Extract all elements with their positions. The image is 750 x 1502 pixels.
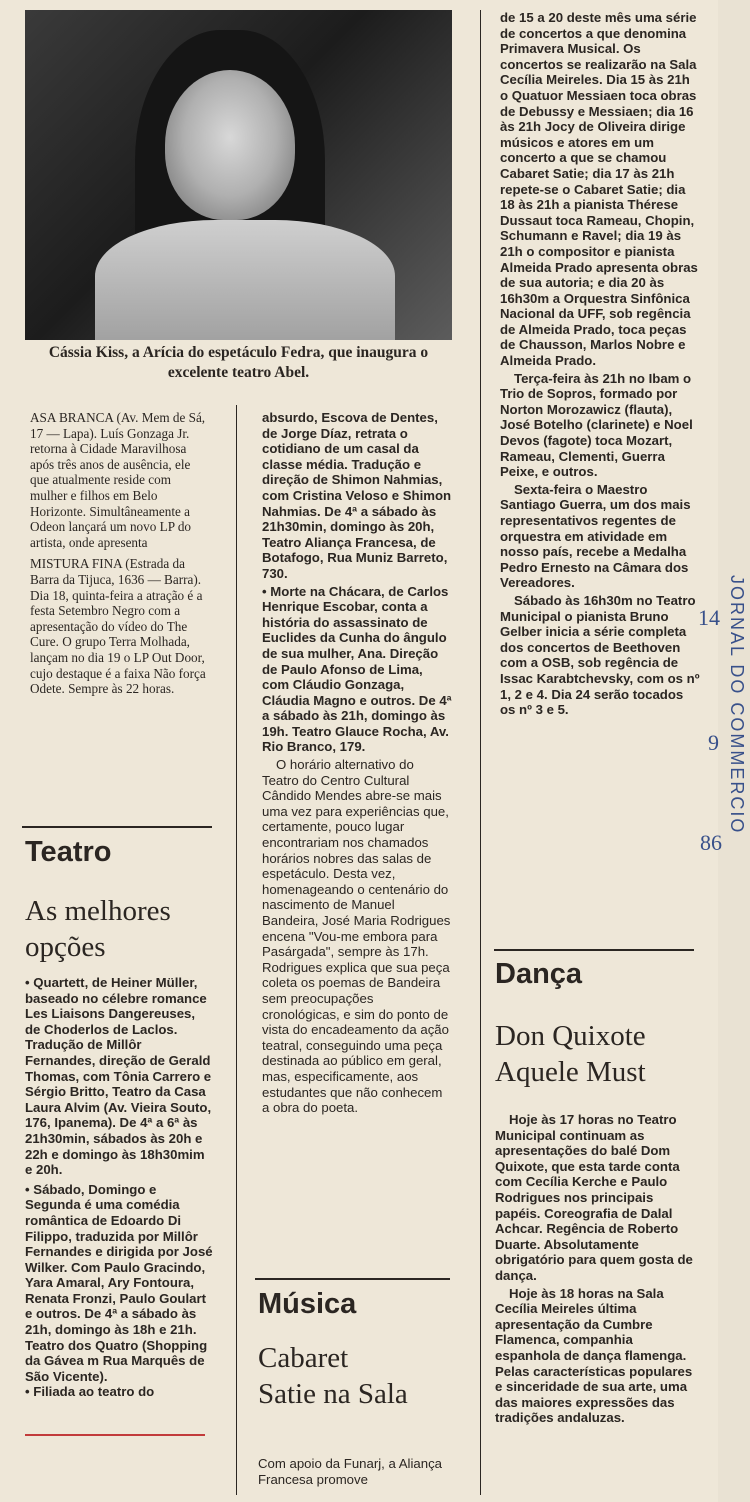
section-danca: Dança — [495, 958, 583, 990]
paragraph-gelber: Sábado às 16h30m no Teatro Municipal o pianista Bruno Gelber inicia a série completa dos concertos de Beethoven com a OSB, sob regência de Issac Karabtchevsky, com os nº 1, 2 e 4. Dia 24 serão tocados os nº 3 e 5. — [500, 592, 700, 718]
paragraph-funarj: Com apoio da Funarj, a Aliança Francesa promove — [258, 1456, 442, 1487]
paragraph-asa-branca: ASA BRANCA (Av. Mem de Sá, 17 — Lapa). Luís Gonzaga Jr. retorna à Cidade Maravilhosa após três anos de ausência, ele que atualmente reside com mulher e filhos em Belo Horizonte. Simultâneamente a Odeon lançará um novo LP do artista, onde apresenta — [30, 410, 206, 550]
section-teatro: Teatro — [25, 836, 112, 868]
headline-teatro: As melhores opções — [25, 895, 171, 963]
paragraph-sabado-domingo: • Sábado, Domingo e Segunda é uma comédia romântica de Edoardo Di Filippo, traduzida por Millôr Fernandes e dirigida por José Wilker. Com Paulo Gracindo, Yara Amaral, Ary Fontoura, Renata Fronzi, Paulo Goulart e outros. De 4ª a sábado às 21h, domingo às 18h e 21h. Teatro dos Quatro (Shopping da Gávea m Rua Marquês de São Vicente). — [25, 1181, 213, 1384]
paragraph-ibam: Terça-feira às 21h no Ibam o Trio de Sopros, formado por Norton Morozawicz (flauta), José Botelho (clarinete) e Noel Devos (fagote) toca Mozart, Rameau, Clementi, Guerra Peixe, e outros. — [500, 370, 693, 480]
paragraph-mistura-fina: MISTURA FINA (Estrada da Barra da Tijuca, 1636 — Barra). Dia 18, quinta-feira a atração é a festa Setembro Negro com a apresentação do vídeo do The Cure. O grupo Terra Molhada, lançam no dia 19 o LP Out Door, cujo destaque é a faixa Não força Odete. Sempre às 22 horas. — [30, 556, 206, 697]
column-2-top — [262, 410, 452, 1116]
column-3-bottom — [495, 1112, 700, 1426]
headline-musica: Cabaret Satie na Sala — [258, 1342, 408, 1410]
paragraph-primavera: de 15 a 20 deste mês uma série de concertos a que denomina Primavera Musical. Os concertos se realizarão na Sala Cecília Meireles. Dia 15 às 21h o Quatuor Messiaen toca obras de Debussy e Messiaen; dia 16 às 21h Jocy de Oliveira dirige músicos e atores em um concerto a que se chamou Cabaret Satie; dia 17 às 21h repete-se o Cabaret Satie; dia 18 às 21h a pianista Thérese Dussaut toca Rameau, Chopin, Schumann e Ravel; dia 19 às 21h o compositor e pianista Almeida Prado apresenta obras de sua autoria; e dia 20 às 16h30m a Orquestra Sinfônica Nacional da UFF, sob regência de Almeida Prado, toca peças de Chausson, Marlos Nobre e Almeida Prado. — [500, 10, 698, 369]
section-rule — [494, 949, 694, 951]
section-rule — [22, 826, 212, 828]
pen-underline — [25, 1434, 205, 1436]
newspaper-stamp: JORNAL DO COMMERCIO — [727, 575, 747, 835]
paragraph-quartett: • Quartett, de Heiner Müller, baseado no célebre romance Les Liaisons Dangereuses, de Choderlos de Laclos. Tradução de Millôr Fernandes, direção de Gerald Thomas, com Tônia Carrero e Sérgio Britto, Teatro da Casa Laura Alvim (Av. Vieira Souto, 176, Ipanema). De 4ª a 6ª às 21h30min, sábados às 20h e 22h e domingo às 18h30mim e 20h. — [25, 975, 212, 1178]
handwritten-year: 86 — [700, 830, 722, 855]
column-1-bottom — [25, 975, 213, 1400]
headline-danca: Don Quixote Aquele Must — [495, 1020, 646, 1088]
column-2-bottom — [258, 1456, 448, 1487]
handwritten-day: 14 — [698, 605, 720, 630]
photo-caption: Cássia Kiss, a Arícia do espetáculo Fedra, que inaugura o excelente teatro Abel. — [48, 344, 429, 381]
column-1-top — [30, 410, 210, 697]
section-rule — [255, 1278, 450, 1280]
paragraph-dom-quixote: Hoje às 17 horas no Teatro Municipal continuam as apresentações do balé Dom Quixote, que esta tarde conta com Cecília Kerche e Paulo Rodrigues nos principais papéis. Coreografia de Dalal Achcar. Regência de Roberto Duarte. Absolutamente obrigatório para quem gosta de dança. — [495, 1112, 693, 1283]
paragraph-morte-chacara: • Morte na Chácara, de Carlos Henrique Escobar, conta a história do assassinato de Euclides da Cunha do ângulo de sua mulher, Ana. Direção de Paulo Afonso de Lima, com Cláudio Gonzaga, Cláudia Magno e outros. De 4ª a sábado às 21h, domingo às 19h. Teatro Glauce Rocha, Av. Rio Branco, 179. — [262, 583, 452, 755]
paragraph-horario: O horário alternativo do Teatro do Centro Cultural Cândido Mendes abre-se mais uma vez para experiências que, certamente, pouco lugar encontrariam nos chamados horários nobres das salas de espetáculo. Desta vez, homenageando o centenário do nascimento de Manuel Bandeira, José Maria Rodrigues encena "Vou-me embora para Pasárgada", sempre às 17h. Rodrigues explica que sua peça coleta os poemas de Bandeira sem preocupações cronológicas, e sim do ponto de vista do encadeamento da ação teatral, conseguindo uma peça destinada ao público em geral, mas, especificamente, aos estudantes que não conhecem a obra do poeta. — [262, 757, 451, 1116]
portrait-photo — [25, 10, 452, 340]
column-3-top — [500, 10, 700, 718]
column-divider — [236, 405, 237, 1495]
paragraph-cumbre: Hoje às 18 horas na Sala Cecília Meireles última apresentação da Cumbre Flamenca, companhia espanhola de dança flamenga. Pelas características populares e sinceridade de sua arte, uma das maiores expressões das tradições andaluzas. — [495, 1285, 693, 1426]
paragraph-escova: absurdo, Escova de Dentes, de Jorge Díaz, retrata o cotidiano de um casal da classe média. Tradução e direção de Shimon Nahmias, com Cristina Veloso e Shimon Nahmias. De 4ª a sábado às 21h30min, domingo às 20h, Teatro Aliança Francesa, de Botafogo, Rua Muniz Barreto, 730. — [262, 410, 452, 581]
handwritten-month: 9 — [708, 730, 719, 755]
column-divider — [480, 10, 481, 1495]
paragraph-filiada: • Filiada ao teatro do — [25, 1384, 155, 1400]
paragraph-santiago: Sexta-feira o Maestro Santiago Guerra, um dos mais representativos regentes de orquestra em atividade em nosso país, recebe a Medalha Pedro Ernesto na Câmara dos Vereadores. — [500, 481, 691, 591]
section-musica: Música — [258, 1288, 357, 1320]
